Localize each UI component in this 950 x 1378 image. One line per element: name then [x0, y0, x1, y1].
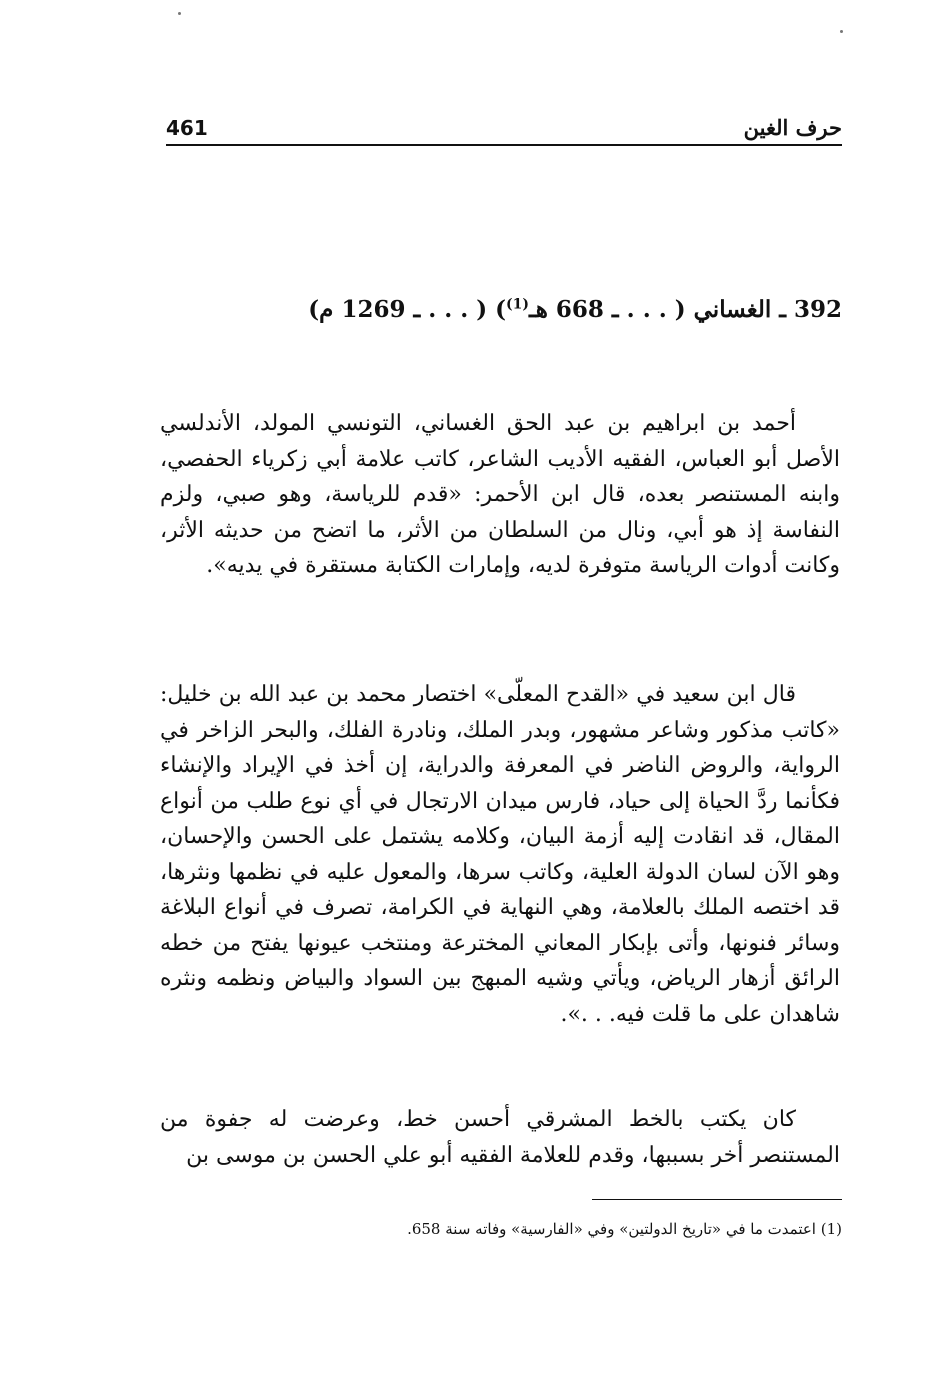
- paragraph-text: قال ابن سعيد في «القدح المعلّى» اختصار محمد بن عبد الله بن خليل: «كاتب مذكور وشاعر مشهور، وبدر الملك، ونادرة الفلك، والبحر الزاخر في الرواية، والروض الناضر في المعرفة والدراية، إن أخذ في الإيراد والإنشاء فكأنما ردَّ الحياة إلى حياد، فارس ميدان الارتجال في أي نوع طلب من أنواع المقال، قد انقادت إليه أزمة البيان، وكلامه يشتمل على الحسن والإحسان، وهو الآن لسان الدولة العلية، وكاتب سرها، والمعول عليه في نظمها ونثرها، قد اختصه الملك بالعلامة، وهي النهاية في الكرامة، تصرف في أنواع البلاغة وسائر فنونها، وأتى بإبكار المعاني المخترعة ومنتخب عيونها يفتح من خطه الرائق أزهار الرياض، ويأتي وشيه المبهج بين السواد والبياض ونظمه ونثره شاهدان على ما قلت فيه. . .».: [160, 682, 840, 1027]
- footnote-divider: [592, 1199, 842, 1200]
- body-paragraph-3: [160, 1102, 840, 1173]
- paragraph-text: أحمد بن ابراهيم بن عبد الحق الغساني، التونسي المولد، الأندلسي الأصل أبو العباس، الفقيه الأديب الشاعر، كاتب علامة أبي زكرياء الحفصي، وابنه المستنصر بعده، قال ابن الأحمر: «قدم للرياسة، وهو صبي، ولزم النفاسة إذ هو أبي، ونال من السلطان من الأثر، ما اتضح من حديثه الأثر، وكانت أدوات الرياسة متوفرة لديه، وإمارات الكتابة مستقرة في يديه».: [160, 411, 840, 578]
- entry-heading: 392 ـ الغساني ( . . . ـ 668 هـ$^{(1)}$) ( . . . ـ 1269 م): [308, 296, 842, 323]
- entry-number: 392: [793, 296, 842, 323]
- entry-dates-gregorian: ) ( . . . ـ 1269 م): [308, 296, 507, 323]
- footnote: (1) اعتمدت ما في «تاريخ الدولتين» وفي «الفارسية» وفاته سنة 658.: [407, 1220, 842, 1238]
- entry-dates-hijri: ( . . . ـ 668 هـ: [529, 296, 686, 323]
- entry-name: الغساني: [693, 296, 772, 323]
- footnote-marker: (1): [506, 296, 530, 313]
- paragraph-text: كان يكتب بالخط المشرقي أحسن خط، وعرضت له جفوة من المستنصر أخر بسببها، وقدم للعلامة الفقيه أبو علي الحسن بن موسى بن: [160, 1107, 840, 1168]
- chapter-title: حرف الغين: [743, 115, 842, 140]
- scan-speck: [840, 30, 843, 33]
- running-head: [166, 112, 842, 146]
- body-paragraph-1: [160, 406, 840, 584]
- body-paragraph-2: [160, 677, 840, 1032]
- page-number: 461: [166, 116, 208, 140]
- scan-speck: [178, 12, 181, 15]
